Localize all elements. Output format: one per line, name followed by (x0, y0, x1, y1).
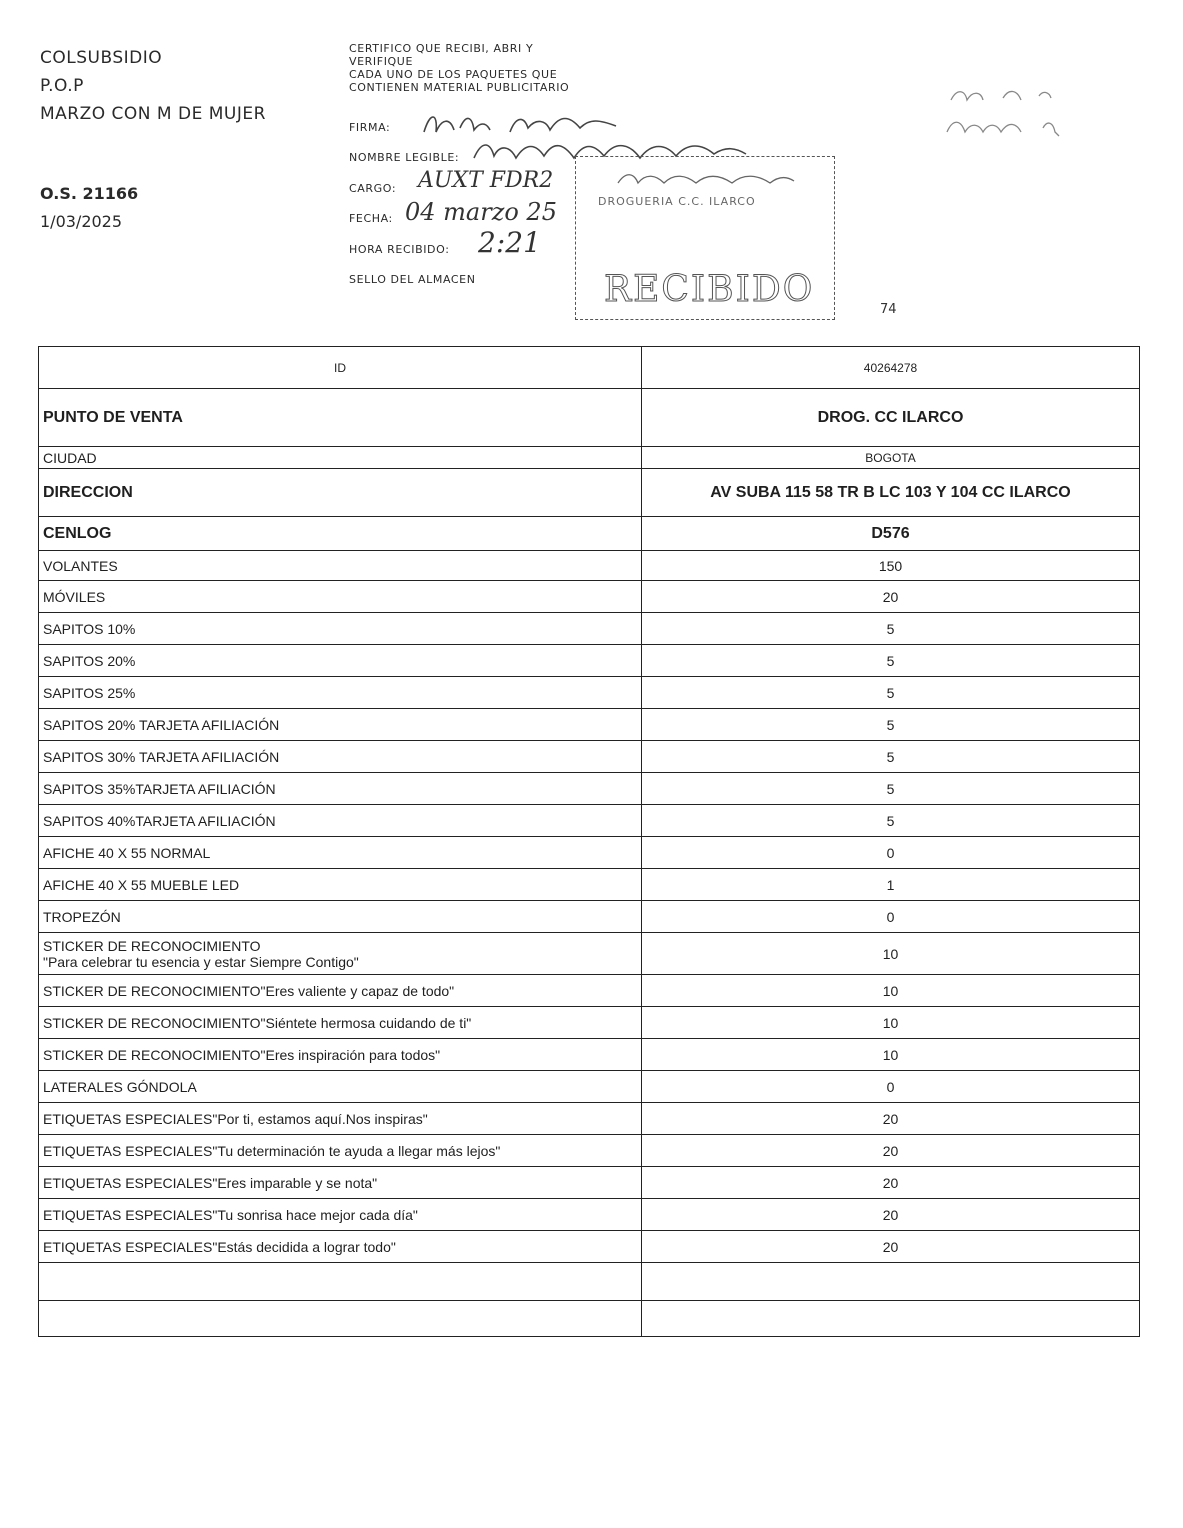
table-row (39, 709, 1140, 741)
stamp-status: RECIBIDO (604, 269, 815, 310)
row-value: 1 (642, 869, 1140, 901)
cert-line-2: VERIFIQUE (349, 55, 413, 68)
row-label-text: SAPITOS 35%TARJETA AFILIACIÓN (43, 780, 276, 797)
empty-cell (39, 1301, 642, 1337)
row-label-text: AFICHE 40 X 55 NORMAL (43, 844, 211, 861)
table-row (39, 741, 1140, 773)
row-value: 5 (642, 677, 1140, 709)
row-label-text: STICKER DE RECONOCIMIENTO"Eres valiente y capaz de todo" (43, 982, 455, 999)
row-value: 10 (642, 1007, 1140, 1039)
row-value: AV SUBA 115 58 TR B LC 103 Y 104 CC ILARCO (642, 469, 1140, 517)
stamp-store: DROGUERIA C.C. ILARCO (598, 195, 756, 208)
row-value: 5 (642, 613, 1140, 645)
row-label-text: STICKER DE RECONOCIMIENTO"Eres inspiración para todos" (43, 1046, 441, 1063)
row-label-text: AFICHE 40 X 55 MUEBLE LED (43, 876, 240, 893)
cargo-label: CARGO: (349, 182, 397, 195)
row-label-text: DIRECCION (43, 483, 133, 501)
row-label (39, 709, 642, 741)
row-label-text: CIUDAD (43, 449, 97, 466)
received-stamp (575, 156, 835, 320)
materials-table (38, 346, 1140, 1337)
row-label-text: SAPITOS 20% (43, 652, 136, 669)
order-number: O.S. 21166 (40, 184, 139, 203)
firma-label: FIRMA: (349, 121, 391, 134)
row-value: D576 (642, 517, 1140, 551)
cargo-value: AUXT FDR2 (418, 168, 554, 193)
row-label (39, 1071, 642, 1103)
empty-cell (39, 1263, 642, 1301)
table-row (39, 901, 1140, 933)
empty-cell (642, 1263, 1140, 1301)
row-label (39, 805, 642, 837)
table-row (39, 1071, 1140, 1103)
row-label (39, 869, 642, 901)
order-block (40, 180, 138, 236)
row-value: 0 (642, 901, 1140, 933)
hora-value: 2:21 (478, 226, 541, 259)
row-value: DROG. CC ILARCO (642, 389, 1140, 447)
row-label (39, 1135, 642, 1167)
row-label-text: ETIQUETAS ESPECIALES"Estás decidida a lograr todo" (43, 1238, 396, 1255)
row-label (39, 901, 642, 933)
row-label (39, 741, 642, 773)
row-label (39, 933, 642, 975)
cert-line-3: CADA UNO DE LOS PAQUETES QUE (349, 68, 558, 81)
fecha-value: 04 marzo 25 (405, 198, 557, 226)
row-label-text: CENLOG (43, 524, 112, 542)
campaign-name: MARZO CON M DE MUJER (40, 104, 266, 124)
row-label (39, 613, 642, 645)
table-row (39, 645, 1140, 677)
row-value: 20 (642, 1103, 1140, 1135)
table-row (39, 1231, 1140, 1263)
row-label (39, 517, 642, 551)
row-label-text: SAPITOS 10% (43, 620, 136, 637)
hora-label: HORA RECIBIDO: (349, 243, 450, 256)
row-label-text: ETIQUETAS ESPECIALES"Por ti, estamos aquí.Nos inspiras" (43, 1110, 428, 1127)
table-row (39, 469, 1140, 517)
row-value: 10 (642, 975, 1140, 1007)
page-number: 74 (880, 302, 897, 317)
row-label-text: SAPITOS 30% TARJETA AFILIACIÓN (43, 748, 280, 765)
table-row (39, 389, 1140, 447)
row-label (39, 1231, 642, 1263)
row-label (39, 581, 642, 613)
row-label-text: PUNTO DE VENTA (43, 408, 183, 426)
row-value: 150 (642, 551, 1140, 581)
row-value: 20 (642, 1231, 1140, 1263)
row-label-text: ETIQUETAS ESPECIALES"Tu determinación te ayuda a llegar más lejos" (43, 1142, 501, 1159)
fecha-label: FECHA: (349, 212, 393, 225)
row-label-text: SAPITOS 40%TARJETA AFILIACIÓN (43, 812, 276, 829)
row-value: 0 (642, 837, 1140, 869)
empty-cell (642, 1301, 1140, 1337)
table-row (39, 1103, 1140, 1135)
table-row (39, 1135, 1140, 1167)
row-label (39, 551, 642, 581)
row-value: 0 (642, 1071, 1140, 1103)
table-row-id (39, 347, 1140, 389)
table-row (39, 551, 1140, 581)
row-label (39, 1167, 642, 1199)
row-label-text: MÓVILES (43, 588, 106, 605)
row-label (39, 447, 642, 469)
row-value: 5 (642, 645, 1140, 677)
row-label-text: SAPITOS 20% TARJETA AFILIACIÓN (43, 716, 280, 733)
row-label (39, 645, 642, 677)
row-label (39, 1039, 642, 1071)
row-label-text: SAPITOS 25% (43, 684, 136, 701)
row-label-text: STICKER DE RECONOCIMIENTO (43, 937, 261, 954)
row-value: 10 (642, 1039, 1140, 1071)
document-type: P.O.P (40, 76, 84, 96)
order-date: 1/03/2025 (40, 212, 123, 231)
row-value: 20 (642, 1199, 1140, 1231)
stamp-logo-text (616, 169, 796, 193)
cert-line-4: CONTIENEN MATERIAL PUBLICITARIO (349, 81, 570, 94)
nombre-label: NOMBRE LEGIBLE: (349, 151, 460, 164)
row-value: 5 (642, 709, 1140, 741)
row-label (39, 389, 642, 447)
row-value: 20 (642, 1167, 1140, 1199)
row-label (39, 1007, 642, 1039)
row-label (39, 1103, 642, 1135)
empty-row (39, 1263, 1140, 1301)
row-value: BOGOTA (642, 447, 1140, 469)
table-row (39, 517, 1140, 551)
table-row (39, 613, 1140, 645)
row-value: 5 (642, 773, 1140, 805)
row-label-text: ETIQUETAS ESPECIALES"Eres imparable y se nota" (43, 1174, 378, 1191)
row-value: 5 (642, 805, 1140, 837)
id-label: ID (39, 347, 642, 389)
table-row (39, 581, 1140, 613)
table-row (39, 677, 1140, 709)
corner-handwriting (943, 80, 1073, 163)
certification-text (349, 42, 569, 94)
row-label (39, 975, 642, 1007)
row-label (39, 837, 642, 869)
row-value: 10 (642, 933, 1140, 975)
row-label-text: STICKER DE RECONOCIMIENTO"Siéntete hermosa cuidando de ti" (43, 1014, 472, 1031)
row-label-text: LATERALES GÓNDOLA (43, 1078, 197, 1095)
row-label (39, 1199, 642, 1231)
table-row (39, 975, 1140, 1007)
cert-line-1: CERTIFICO QUE RECIBI, ABRI Y (349, 42, 534, 55)
table-row (39, 1039, 1140, 1071)
table-row (39, 805, 1140, 837)
row-label-text: TROPEZÓN (43, 908, 121, 925)
table-row (39, 1199, 1140, 1231)
sello-label: SELLO DEL ALMACEN (349, 273, 476, 286)
row-value: 5 (642, 741, 1140, 773)
table-row (39, 869, 1140, 901)
table-row (39, 447, 1140, 469)
company-name: COLSUBSIDIO (40, 48, 163, 68)
id-value: 40264278 (642, 347, 1140, 389)
row-label-text: ETIQUETAS ESPECIALES"Tu sonrisa hace mejor cada día" (43, 1206, 418, 1223)
row-label (39, 677, 642, 709)
table-row (39, 1007, 1140, 1039)
table-row (39, 773, 1140, 805)
row-label (39, 469, 642, 517)
row-value: 20 (642, 581, 1140, 613)
table-row (39, 837, 1140, 869)
table-row (39, 1167, 1140, 1199)
table-row (39, 933, 1140, 975)
row-label (39, 773, 642, 805)
row-value: 20 (642, 1135, 1140, 1167)
company-block (40, 44, 266, 128)
row-label-text: VOLANTES (43, 557, 118, 574)
row-label-subtext: "Para celebrar tu esencia y estar Siempre Contigo" (43, 953, 359, 970)
empty-row (39, 1301, 1140, 1337)
